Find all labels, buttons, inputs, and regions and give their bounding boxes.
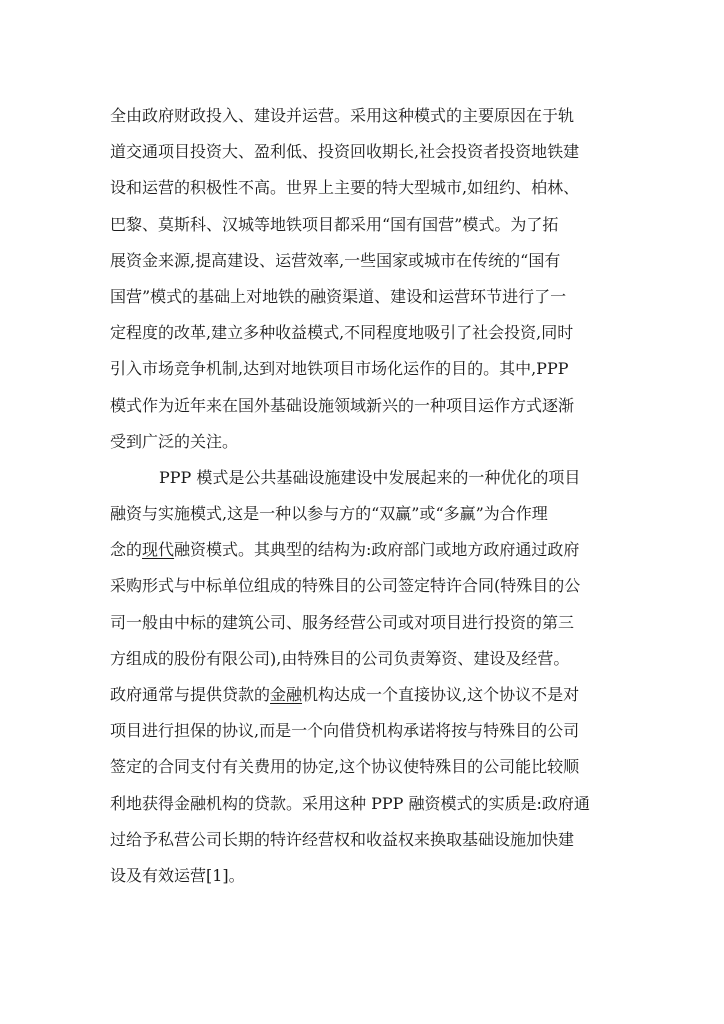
text-line: 展资金来源,提高建设、运营效率,一些国家或城市在传统的“国有 [110,250,561,270]
text-line: 引入市场竞争机制,达到对地铁项目市场化运作的目的。其中,PPP [110,359,569,379]
text-line: 融资与实施模式,这是一种以参与方的“双赢”或“多赢”为合作理 [110,504,548,524]
text-line: 过给予私营公司长期的特许经营权和收益权来换取基础设施加快建 [110,829,575,849]
text-segment: 念的 [110,540,143,560]
text-line: 国营”模式的基础上对地铁的融资渠道、建设和运营环节进行了一 [110,286,567,306]
text-line: 设和运营的积极性不高。世界上主要的特大型城市,如纽约、柏林、 [110,178,580,198]
text-line: 受到广泛的关注。 [110,431,239,451]
text-line: 方组成的股份有限公司),由特殊目的公司负责筹资、建设及经营。 [110,648,570,668]
text-line: 利地获得金融机构的贷款。采用这种 PPP 融资模式的实质是:政府通 [110,793,590,813]
text-segment: 机构达成一个直接协议,这个协议不是对 [302,685,580,704]
paragraph-1 [110,102,630,464]
text-line: 巴黎、莫斯科、汉城等地铁项目都采用“国有国营”模式。为了拓 [110,214,559,234]
text-segment: 融资模式。其典型的结构为:政府部门或地方政府通过政府 [174,540,580,560]
text-line [110,681,630,717]
text-line: 道交通项目投资大、盈利低、投资回收期长,社会投资者投资地铁建 [110,142,580,162]
underlined-term: 现代 [142,540,175,560]
text-line: 定程度的改革,建立多种收益模式,不同程度地吸引了社会投资,同时 [110,323,574,343]
text-line: 全由政府财政投入、建设并运营。采用这种模式的主要原因在于轨 [110,106,575,125]
text-line: 模式作为近年来在国外基础设施领域新兴的一种项目运作方式逐渐 [110,395,575,415]
text-line: 设及有效运营[1]。 [110,865,245,885]
text-line: 司一般由中标的建筑公司、服务经营公司或对项目进行投资的第三 [110,612,575,632]
text-line: 采购形式与中标单位组成的特殊目的公司签定特许合同(特殊目的公 [110,576,581,596]
body-text [110,102,630,898]
paragraph-2 [110,464,630,898]
text-line: 项目进行担保的协议,而是一个向借贷机构承诺将按与特殊目的公司 [110,721,580,741]
underlined-term: 金融 [270,685,303,704]
text-line [110,536,630,572]
text-segment: 政府通常与提供贷款的 [110,685,271,704]
text-line: 签定的合同支付有关费用的协定,这个协议使特殊目的公司能比较顺 [110,757,580,777]
text-line-indented: PPP 模式是公共基础设施建设中发展起来的一种优化的项目 [159,467,581,487]
